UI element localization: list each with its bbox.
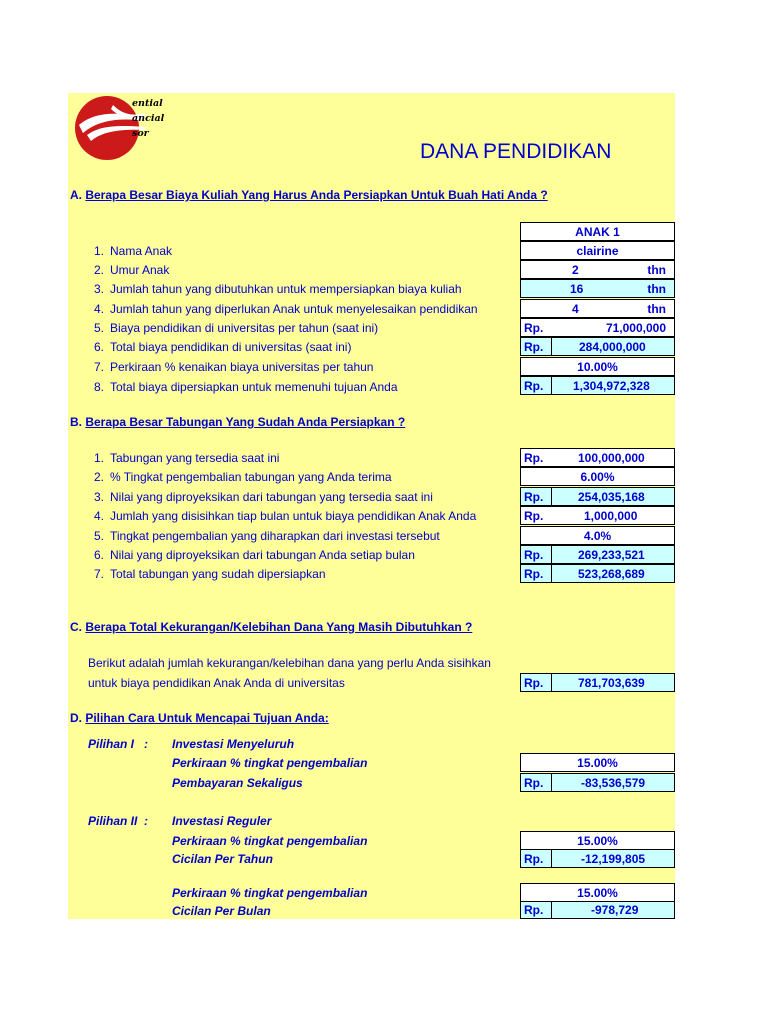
b-value-4[interactable]: Rp. 1,000,000 (520, 506, 675, 525)
logo-text-2: ancial (132, 113, 165, 124)
option-2-pay[interactable]: Rp. -12,199,805 (520, 849, 675, 868)
section-b-heading: B. Berapa Besar Tabungan Yang Sudah Anda Persiapkan ? (70, 415, 406, 429)
a-value-1[interactable]: clairine (520, 241, 675, 260)
a-item-7: 7. Perkiraan % kenaikan biaya universitas per tahun (93, 360, 374, 374)
logo-text-3: sor (132, 128, 149, 139)
b-item-5: 5. Tingkat pengembalian yang diharapkan dari investasi tersebut (93, 529, 440, 543)
page-title: DANA PENDIDIKAN (420, 140, 612, 163)
option-2-name: Investasi Reguler (172, 814, 272, 828)
a-item-4: 4. Jumlah tahun yang diperlukan Anak untuk menyelesaikan pendidikan (93, 302, 478, 316)
b-item-7: 7. Total tabungan yang sudah dipersiapkan (93, 567, 326, 581)
option-2-pay-label: Cicilan Per Tahun (172, 852, 273, 866)
a-value-2[interactable]: 2 thn (520, 260, 675, 279)
section-c-text-2: untuk biaya pendidikan Anak Anda di universitas (88, 676, 345, 690)
a-value-5[interactable]: Rp. 71,000,000 (520, 318, 675, 337)
a-item-8: 8. Total biaya dipersiapkan untuk memenuhi tujuan Anda (93, 380, 398, 394)
a-value-6[interactable]: Rp. 284,000,000 (520, 337, 675, 356)
b-item-1: 1. Tabungan yang tersedia saat ini (93, 451, 280, 465)
option-2-label: Pilihan II : (88, 814, 149, 828)
option-1-label: Pilihan I : (88, 737, 149, 751)
a-item-6: 6. Total biaya pendidikan di universitas (saat ini) (93, 340, 352, 354)
a-item-5: 5. Biaya pendidikan di universitas per tahun (saat ini) (93, 321, 379, 335)
a-value-8[interactable]: Rp. 1,304,972,328 (520, 376, 675, 395)
option-2-rate[interactable]: 15.00% (520, 831, 675, 850)
b-value-2[interactable]: 6.00% (520, 467, 675, 486)
b-value-3[interactable]: Rp. 254,035,168 (520, 487, 675, 506)
anak-column-header: ANAK 1 (520, 222, 675, 241)
b-item-6: 6. Nilai yang diproyeksikan dari tabungan Anda setiap bulan (93, 548, 415, 562)
section-a-heading: A. Berapa Besar Biaya Kuliah Yang Harus Anda Persiapkan Untuk Buah Hati Anda ? (70, 188, 548, 202)
b-item-3: 3. Nilai yang diproyeksikan dari tabungan yang tersedia saat ini (93, 490, 433, 504)
option-1-rate-label: Perkiraan % tingkat pengembalian (172, 756, 368, 770)
c-value[interactable]: Rp. 781,703,639 (520, 673, 675, 692)
b-value-7[interactable]: Rp. 523,268,689 (520, 564, 675, 583)
a-value-4[interactable]: 4 thn (520, 299, 675, 318)
a-item-2: 2. Umur Anak (93, 263, 170, 277)
option-1-rate[interactable]: 15.00% (520, 753, 675, 772)
a-value-3[interactable]: 16 thn (520, 279, 675, 298)
a-item-1: 1. Nama Anak (93, 244, 173, 258)
b-value-6[interactable]: Rp. 269,233,521 (520, 545, 675, 564)
option-2-rate-label: Perkiraan % tingkat pengembalian (172, 834, 368, 848)
b-item-2: 2. % Tingkat pengembalian tabungan yang Anda terima (93, 470, 392, 484)
section-c-text-1: Berikut adalah jumlah kekurangan/kelebihan dana yang perlu Anda sisihkan (88, 656, 491, 670)
option-1-pay[interactable]: Rp. -83,536,579 (520, 773, 675, 792)
section-c-heading: C. Berapa Total Kekurangan/Kelebihan Dana Yang Masih Dibutuhkan ? (70, 620, 473, 634)
b-value-5[interactable]: 4.0% (520, 526, 675, 545)
option-2-pay2-label: Cicilan Per Bulan (172, 904, 271, 918)
option-2-rate2[interactable]: 15.00% (520, 883, 675, 902)
b-item-4: 4. Jumlah yang disisihkan tiap bulan untuk biaya pendidikan Anak Anda (93, 509, 477, 523)
a-value-7[interactable]: 10.00% (520, 357, 675, 376)
logo-text-1: ential (132, 98, 163, 109)
option-2-pay2[interactable]: Rp. -978,729 (520, 901, 675, 919)
option-1-pay-label: Pembayaran Sekaligus (172, 776, 303, 790)
a-item-3: 3. Jumlah tahun yang dibutuhkan untuk mempersiapkan biaya kuliah (93, 282, 462, 296)
section-d-heading: D. Pilihan Cara Untuk Mencapai Tujuan Anda: (70, 711, 329, 725)
option-2-rate2-label: Perkiraan % tingkat pengembalian (172, 886, 368, 900)
b-value-1[interactable]: Rp. 100,000,000 (520, 448, 675, 467)
option-1-name: Investasi Menyeluruh (172, 737, 295, 751)
